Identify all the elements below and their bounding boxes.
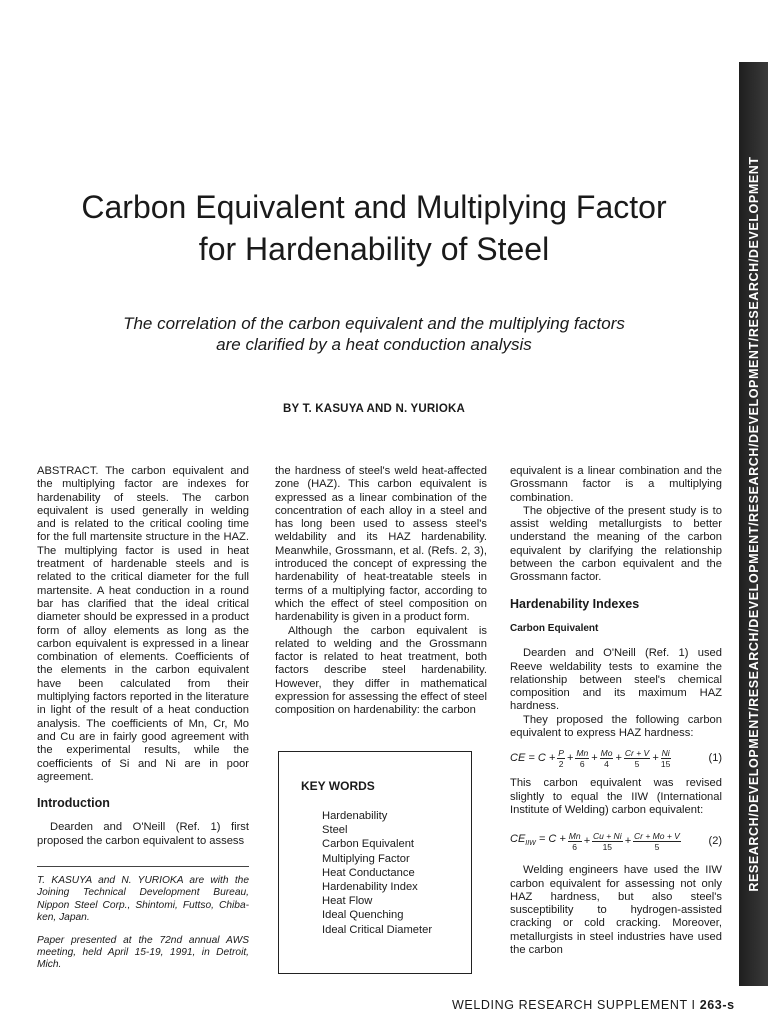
carbon-equivalent-heading: Carbon Equivalent [510, 622, 599, 634]
equation-2-lhs: $CE_{IIW} = C$ + [510, 832, 566, 848]
equation-1-term: $\frac{Mn}{6}$ [576, 748, 589, 770]
keywords-heading: KEY WORDS [301, 779, 375, 793]
title-line-2: for Hardenability of Steel [198, 231, 550, 267]
equation-1-lhs: CE = C + [510, 752, 556, 765]
keyword-item: Steel [322, 824, 348, 837]
keyword-item: Hardenability [322, 810, 388, 822]
equation-2-term: $\frac{Cr + Mo + V}{5}$ [634, 831, 680, 853]
column-2-paragraph-1: the hardness of steel's weld heat-affected zone (HAZ). This carbon equivalent is expressed as a linear combination of the concentration of each alloy in a steel and has long been used to assess steel's weldability and its HAZ hardenability. Meanwhile, Grossmann, et al. (Refs. 2, 3), introduced the concept of expressing the hardenability of heat-treatable steels in terms of a multiplying factor, according to which the effect of steel composition on hardenability is given in a product form. [275, 465, 487, 624]
column-2-paragraph-2: Although the carbon equivalent is related to welding and the Grossmann factor is related to heat treatment, both factors describe steel hardenability. However, they differ in mathematical expression for assessing the effect of steel composition on hardenability: the carbon [275, 624, 487, 717]
page-number: 263-s [699, 998, 735, 1012]
footer-journal: WELDING RESEARCH SUPPLEMENT [452, 998, 688, 1012]
equation-2-number: (2) [708, 835, 722, 848]
column-3-paragraph-4: They proposed the following carbon equivalent to express HAZ hardness: [510, 713, 722, 740]
conference-note: Paper presented at the 72nd annual AWS meeting, held April 15-19, 1991, in Detroit, Mich. [37, 934, 249, 971]
column-1 [37, 465, 249, 972]
author-affiliation-note: T. KASUYA and N. YURIOKA are with the Joining Technical Development Bureau, Nippon Steel Corp., Shintomi, Futtso, Chiba-ken, Japan. [37, 875, 249, 924]
title-line-1: Carbon Equivalent and Multiplying Factor [81, 189, 667, 225]
subtitle-line-2: are clarified by a heat conduction analysis [216, 335, 532, 354]
column-3-paragraph-1: equivalent is a linear combination and the Grossmann factor is a multiplying combination. [510, 465, 722, 504]
equation-1-term: $\frac{P}{2}$ [558, 748, 564, 770]
keyword-item: Heat Conductance [322, 866, 415, 879]
author-byline: BY T. KASUYA AND N. YURIOKA [283, 403, 465, 415]
keyword-item: Multiplying Factor [322, 852, 410, 865]
article-subtitle [60, 313, 688, 355]
footnote-divider [37, 866, 249, 867]
column-3-paragraph-2: The objective of the present study is to assist welding metallurgists to better understand the meaning of the carbon equivalent by clarifying the relationship between the carbon equivalent and the Grossmann factor. [510, 504, 722, 584]
equation-2-term: $\frac{Mn}{6}$ [568, 831, 581, 853]
column-3-paragraph-6: Welding engineers have used the IIW carbon equivalent for assessing not only HAZ hardness, but also steel's susceptibility to hydrogen-assisted cracking or cold cracking. Moreover, metallurgists in steel industries have used the carbon [510, 864, 722, 957]
introduction-heading: Introduction [37, 796, 110, 811]
keyword-item: Carbon Equivalent [322, 838, 415, 851]
equation-1-term: $\frac{Mo}{4}$ [600, 748, 613, 770]
column-3 [510, 465, 722, 957]
equation-1-term: $\frac{Cr + V}{5}$ [624, 748, 650, 770]
introduction-paragraph: Dearden and O'Neill (Ref. 1) first proposed the carbon equivalent to assess [37, 821, 249, 847]
equation-2-term: $\frac{Cu + Ni}{15}$ [593, 831, 622, 853]
equation-2: $CE_{IIW} = C$ + $\frac{Mn}{6}$ + $\frac{Cu + Ni}{15}$ + $\frac{Cr + Mo + V}{5}$ (2) [510, 831, 722, 853]
subtitle-line-1: The correlation of the carbon equivalent and the multiplying factors [123, 314, 625, 333]
page-footer [452, 998, 736, 1012]
hardenability-indexes-heading: Hardenability Indexes [510, 596, 640, 611]
sidebar-label: RESEARCH/DEVELOPMENT/RESEARCH/DEVELOPMENT/RESEARCH/DEVELOPMENT/RESEARCH/DEVELOPMENT [747, 156, 761, 892]
keywords-box [278, 751, 472, 974]
keyword-item: Ideal Critical Diameter [322, 923, 433, 936]
keyword-item: Hardenability Index [322, 881, 418, 894]
keyword-item: Ideal Quenching [322, 909, 404, 922]
footer-separator: I [691, 998, 696, 1012]
equation-1: CE = C + $\frac{P}{2}$ + $\frac{Mn}{6}$ + $\frac{Mo}{4}$ + $\frac{Cr + V}{5}$ + $\frac{Ni}{15}$ (1) [510, 748, 722, 770]
keyword-item: Heat Flow [322, 895, 373, 908]
article-title [40, 186, 708, 270]
abstract-paragraph: ABSTRACT. The carbon equivalent and the multiplying factor are indexes for hardenability of steels. The carbon equivalent is used generally in welding and is related to the critical cooling time for the full martensite structure in the HAZ. The multiplying factor is used in heat treatment of hardenable steels and is related to the critical diameter for the full martensite. A heat conduction in a round bar has clarified that the ideal critical diameter should be expressed in a product form of alloy elements as long as the carbon equivalent is expressed in a linear combination of elements. Coefficients of the elements in the carbon equivalent have been calculated from their multiplying factors reported in the literature in light of the result of a heat conduction analysis. The coefficients of Mn, Cr, Mo and Cu are in fairly good agreement with the experimental results, while the coefficients of Si and Ni are in poor agreement. [37, 465, 249, 783]
equation-1-number: (1) [708, 752, 722, 765]
column-3-paragraph-3: Dearden and O'Neill (Ref. 1) used Reeve weldability tests to examine the relationship between steel's chemical composition and its maximum HAZ hardness. [510, 647, 722, 713]
column-2 [275, 465, 487, 718]
keywords-list [322, 809, 432, 937]
column-3-paragraph-5: This carbon equivalent was revised slightly to equal the IIW (International Institute of Welding) carbon equivalent: [510, 777, 722, 816]
equation-1-term: $\frac{Ni}{15}$ [660, 748, 671, 770]
